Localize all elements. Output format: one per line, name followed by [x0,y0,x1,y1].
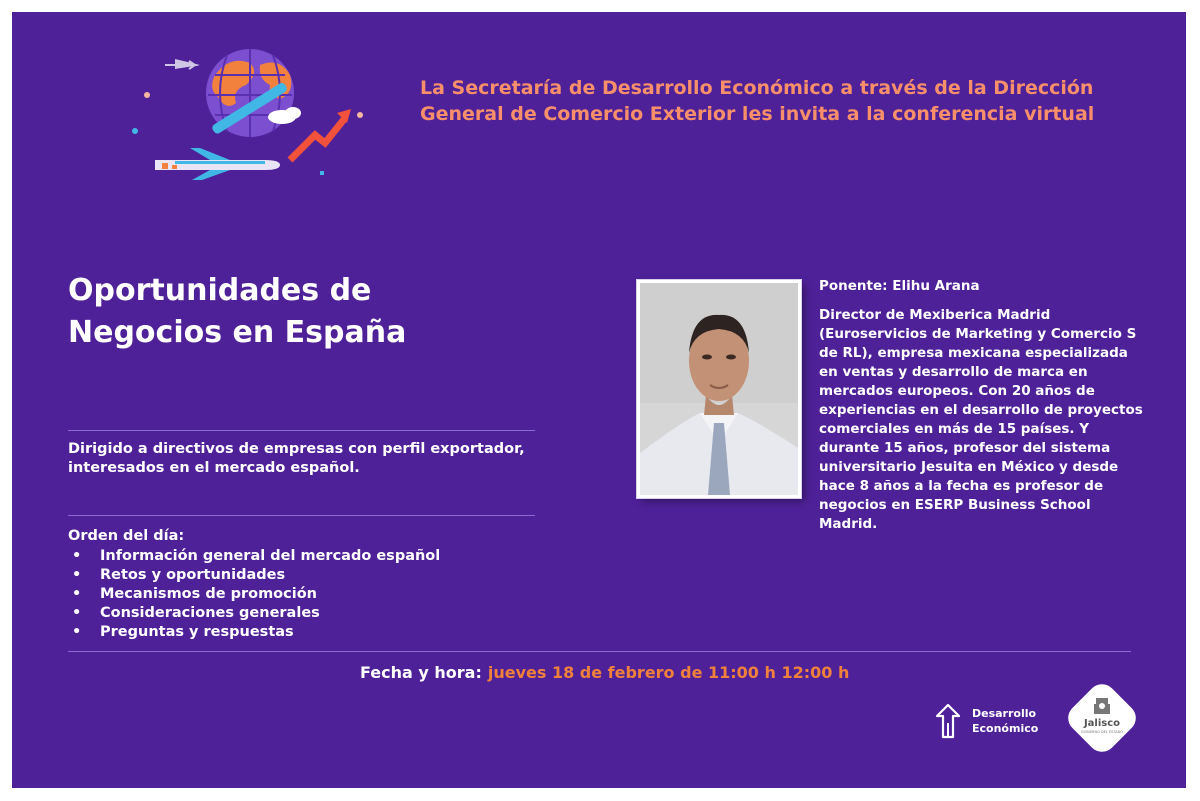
agenda-item-label: Mecanismos de promoción [100,586,317,602]
agenda-item [68,566,440,585]
agenda-title: Orden del día: [68,528,185,544]
desarrollo-economico-logo [934,703,1038,739]
speaker-name: Ponente: Elihu Arana [819,278,980,294]
bullet-icon: • [72,624,82,640]
invitation-header [420,75,1155,127]
agenda-item-label: Preguntas y respuestas [100,624,294,640]
brand-line-1: Desarrollo [972,707,1037,720]
agenda-item-label: Retos y oportunidades [100,567,286,583]
title-line-2: Negocios en España [68,315,407,350]
header-line-1: La Secretaría de Desarrollo Económico a través de la Dirección [420,77,1094,99]
audience-text: Dirigido a directivos de empresas con perfil exportador, interesados en el mercado español. [68,441,525,476]
bullet-icon: • [72,586,82,602]
agenda-list [68,547,440,642]
agenda-item [68,585,440,604]
event-date [360,663,849,682]
agenda-item [68,623,440,642]
agenda-item-label: Consideraciones generales [100,605,320,621]
bullet-icon: • [72,548,82,564]
date-label: Fecha y hora: [360,663,482,682]
desarrollo-economico-logo-icon [934,703,962,739]
brand-text [972,706,1038,736]
bullet-icon: • [72,605,82,621]
seal-subtext: GOBIERNO DEL ESTADO [1080,730,1124,734]
title-line-1: Oportunidades de [68,273,372,308]
brand-line-2: Económico [972,722,1039,735]
date-value: jueves 18 de febrero de 11:00 h 12:00 h [487,663,850,682]
divider-middle [68,515,535,516]
bullet-icon: • [72,567,82,583]
globe-airplane-illustration [115,45,375,180]
agenda-item [68,547,440,566]
speaker-photo [640,283,798,495]
header-line-2: General de Comercio Exterior les invita a la conferencia virtual [420,103,1095,125]
agenda-item-label: Información general del mercado español [100,548,441,564]
agenda-item [68,604,440,623]
divider-bottom [68,651,1131,652]
speaker-photo-frame [637,280,801,498]
seal-text: Jalisco [1083,718,1121,729]
speaker-bio: Director de Mexiberica Madrid (Euroservicios de Marketing y Comercio S de RL), empresa mexicana especializada en ventas y desarrollo de marca en mercados europeos. Con 20 años de experiencias en el desarrollo de proyectos comerciales en más de 15 países. Y durante 15 años, profesor del sistema universitario Jesuita en México y desde hace 8 años a la fecha es profesor de negocios en ESERP Business School Madrid. [819,307,1143,532]
divider-top [68,430,535,431]
jalisco-seal-icon [1062,678,1142,758]
conference-title [68,270,406,354]
